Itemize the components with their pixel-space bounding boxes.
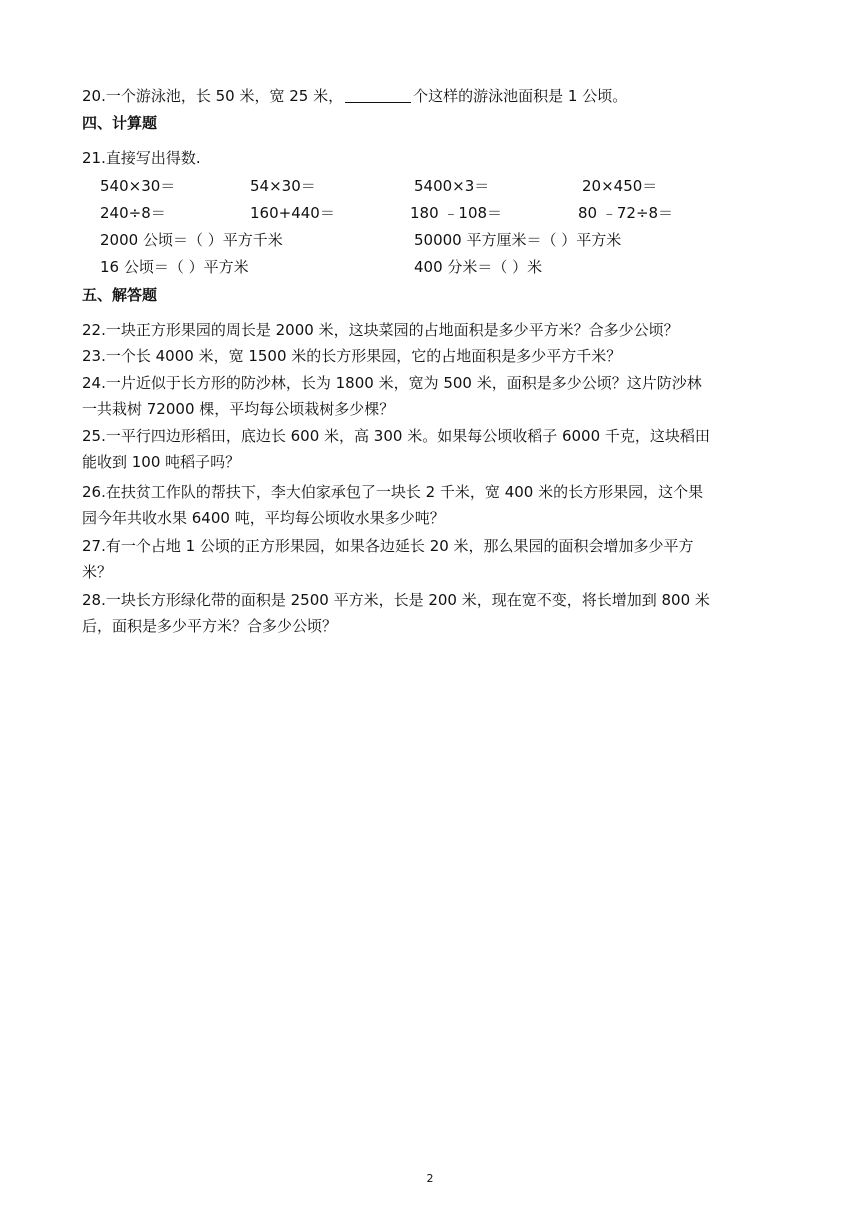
question-line: 后，面积是多少平方米？合多少公顷？ [82,617,338,635]
question-20-text-before: 20.一个游泳池，长 50 米，宽 25 米， [82,87,344,105]
question-line: 26.在扶贫工作队的帮扶下，李大伯家承包了一块长 2 千米，宽 400 米的长方形果园，这个果 [82,483,704,501]
question-line: 27.有一个占地 1 公顷的正方形果园，如果各边延长 20 米，那么果园的面积会增加多少平方 [82,537,694,555]
answer-blank [345,88,411,103]
question-line: 米？ [82,563,113,581]
question-line: 22.一块正方形果园的周长是 2000 米，这块菜园的占地面积是多少平方米？合多少公顷？ [82,321,679,339]
question-line: 28.一块长方形绿化带的面积是 2500 平方米，长是 200 米，现在宽不变，将长增加到 800 米 [82,591,710,609]
question-20-text-after: 个这样的游泳池面积是 1 公顷。 [413,87,628,105]
calc-item: 540×30＝ [100,177,176,195]
conversion-item: 16 公顷＝（ ）平方米 [100,258,249,276]
section-heading-word-problems: 五、解答题 [82,286,158,304]
calc-item: 180 ﹣108＝ [410,204,503,222]
question-line: 24.一片近似于长方形的防沙林，长为 1800 米，宽为 500 米，面积是多少公顷？这片防沙林 [82,374,702,392]
section-heading-calculation: 四、计算题 [82,114,158,132]
calc-item: 5400×3＝ [414,177,490,195]
question-21-title: 21.直接写出得数. [82,149,201,167]
conversion-item: 2000 公顷＝（ ）平方千米 [100,231,283,249]
question-line: 一共栽树 72000 棵，平均每公顷栽树多少棵？ [82,400,395,418]
question-line: 25.一平行四边形稻田，底边长 600 米，高 300 米。如果每公顷收稻子 6000 千克，这块稻田 [82,427,710,445]
question-line: 能收到 100 吨稻子吗？ [82,453,241,471]
calc-item: 20×450＝ [582,177,658,195]
question-line: 园今年共收水果 6400 吨，平均每公顷收水果多少吨？ [82,509,445,527]
calc-item: 54×30＝ [250,177,316,195]
calc-item: 160+440＝ [250,204,335,222]
conversion-item: 400 分米＝（ ）米 [414,258,543,276]
conversion-item: 50000 平方厘米＝（ ）平方米 [414,231,622,249]
question-line: 23.一个长 4000 米，宽 1500 米的长方形果园，它的占地面积是多少平方千米？ [82,347,622,365]
question-20 [82,86,627,106]
page-number: 2 [426,1172,434,1185]
calc-item: 240÷8＝ [100,204,166,222]
calc-item: 80 ﹣72÷8＝ [578,204,674,222]
